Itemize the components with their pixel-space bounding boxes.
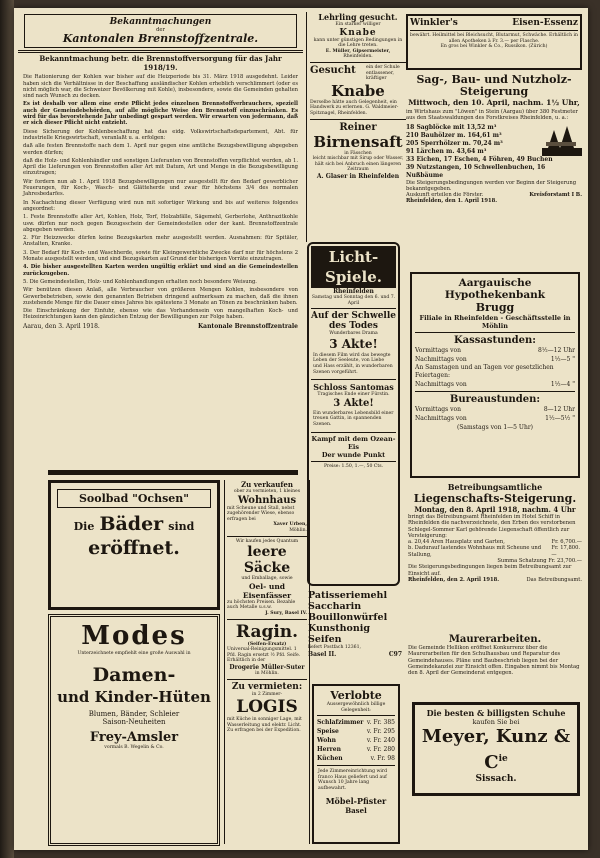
pat-line4: Kunsthonig bbox=[308, 623, 371, 634]
liegenschaft-steigerung bbox=[408, 482, 582, 632]
lieg-signer: Das Betreibungsamt. bbox=[526, 576, 582, 583]
verlobte-row-4-label: Herren bbox=[317, 746, 341, 754]
saecke-seller: J. Sury, Basel IV. bbox=[265, 610, 307, 616]
bank-title: Aargauische Hypothekenbank bbox=[444, 277, 546, 301]
forest-illustration-icon bbox=[542, 124, 582, 156]
verlobte-place: Basel bbox=[345, 805, 367, 815]
bank-branch: Filiale in Rheinfelden - Geschäftsstelle in Möhlin bbox=[419, 314, 571, 330]
pat-place: Basel II. bbox=[308, 650, 337, 658]
saecke-prefix: Wir kaufen jedes Quantum bbox=[235, 538, 299, 544]
wohnhaus-text: mit Scheune und Stall, nebst zugehörender Wiese, ebenso erfragen bei bbox=[227, 505, 295, 522]
licht-dates: Samstag und Sonntag den 6. und 7. April bbox=[311, 295, 396, 306]
steig-title: Sag-, Bau- und Nutzholz-Steigerung bbox=[416, 74, 572, 98]
birnensaft-line1: Reiner bbox=[339, 121, 377, 133]
meyer-place: Sissach. bbox=[475, 774, 517, 784]
verlobte-row-4-value: v. Fr. 280 bbox=[366, 746, 395, 754]
meyer-suffix: ie bbox=[498, 754, 508, 764]
film1-acts: 3 Akte! bbox=[329, 336, 378, 351]
hypothekenbank-ad bbox=[410, 272, 580, 478]
lehrling-title: Lehrling gesucht. bbox=[318, 12, 398, 22]
steig-office: Kreisforstamt I B. bbox=[529, 192, 582, 199]
kassa-row-2-value: 1½—5 " bbox=[550, 356, 575, 363]
kassa-row-3-label: An Samstagen und an Tagen vor gesetzlichen Feiertagen: bbox=[415, 364, 554, 379]
lieg-text: bringt das Betreibungsamt Rheinfelden im Hotel Schiff in Rheinfelden die nachverzeichnete, den Erben des verstorbenen Schlegel-Sommer Karl gehörende Liegenschaft öffentlich zur Versteigerung: bbox=[408, 514, 576, 539]
holz-steigerung bbox=[406, 74, 582, 270]
steig-text: im Wirtshaus zum "Löwen" in Stein (Aargau) über 380 Festmeter aus den Staatswaldungen des Forstkreises Rheinfelden, u. a.: bbox=[406, 109, 578, 122]
lieg-title-2: Liegenschafts-Steigerung. bbox=[413, 492, 577, 505]
list-4: 4. Die bisher ausgestellten Karten werden ungültig erklärt und sind an die Gemeindestellen zurückzugeben. bbox=[23, 264, 298, 277]
steig-place-date: Rheinfelden, den 1. April 1918. bbox=[406, 198, 498, 205]
modes-title: Modes bbox=[81, 621, 187, 651]
meyer-kunz-ad bbox=[412, 702, 580, 796]
maurer-text: Die Gemeinde Hellikon eröffnet Konkurrenz über die Maurerarbeiten für den Schulhausbau und Reparatur des Gemeindehauses. Pläne und Baubeschrieb liegen bei der Gemeindekanzlei zur Einsicht offen. Eingaben nimmt bis Montag den 8. April der Gemeinderat entgegen. bbox=[408, 645, 580, 677]
film2-acts: 3 Akte! bbox=[333, 397, 374, 409]
lieg-value-a: Fr. 6,700.— bbox=[551, 539, 582, 546]
saecke-title: leere Säcke bbox=[243, 544, 291, 577]
film4-title: Der wunde Punkt bbox=[321, 450, 386, 459]
modes-items2: Saison-Neuheiten bbox=[102, 717, 166, 726]
lichtspiele-ad: Licht- Spiele. Rheinfelden Samstag und Sonntag den 6. und 7. April Auf der Schwelle des Todes Wunderbares Drama 3 Akte! In diesem Film wird das bewegte Leben der Seeleute, von Liebe und Hass erzählt, in wunderbaren Szenen vorgeführt. Schloss Santomas Tragisches Ende einer Fürstin. 3 Akte! Ein wunderbares Lebensbild einer treuen Gattin, in spannenden Szenen. Kampf mit dem Ozean-Eis Der wunde Punkt Preise: 1.50, 1.—, 50 Cts. bbox=[307, 242, 400, 586]
list-3: 3. Der Bedarf für Koch- und Waschherde, sowie für Kleingewerbliche Zwecke darf nur für höchstens 2 Monate ausgestellt werden, und sind Bezugskarten auf Grund der bisherigen Vorräte einzutragen. bbox=[23, 249, 298, 263]
para-9: Die Einschränkung der Einfuhr, ebenso wie das Vorhandensein von mangelhaften Koch- und Heizeinrichtungen kann den gänzlichen Entzug der Bewilligungen zur Folge haben. bbox=[23, 308, 298, 321]
lehrling-text: Ein starker williger bbox=[335, 22, 381, 27]
meyer-line1: Die besten & billigsten Schuhe bbox=[426, 708, 566, 718]
separator-bar bbox=[48, 470, 298, 475]
para-8: Wir benützen diesen Anlaß, alle Verbraucher von größeren Mengen Kohlen, insbesondere von Gewerbebetrieben, sowie den genannten Betrieben dringend aufmerksam zu machen, daß die ihnen zustehende Menge für die Dauer eines Jahres bis spätestens 3 Monate an Tönen zu beschränken haben. bbox=[23, 287, 298, 306]
gesucht-title: Gesucht bbox=[310, 64, 356, 76]
modes-line1: Damen- bbox=[92, 663, 176, 686]
patisserie-ad bbox=[308, 590, 402, 680]
gesucht-text2: Derselbe hätte auch Gelegenheit, ein Handwerk zu erlernen. G. Waldmeier-Spitznagel, Rheinfelden. bbox=[310, 99, 399, 116]
winkler-depot: En gros bei Winkler & Co., Russikon. (Zürich) bbox=[440, 44, 548, 50]
film1-sub: Wunderbares Drama bbox=[329, 331, 378, 337]
film2-sub: Tragisches Ende einer Fürstin. bbox=[317, 392, 390, 398]
wohnhaus-name: Xaver Urben, bbox=[273, 522, 307, 528]
list-5: 5. Die Gemeindestellen, Holz- und Kohlenhandlungen erhalten noch besondere Weisung. bbox=[23, 278, 257, 285]
gesucht-ad bbox=[310, 65, 406, 117]
newspaper-page bbox=[14, 8, 588, 850]
film1-title: Auf der Schwelle des Todes bbox=[311, 311, 396, 332]
saecke-ad bbox=[227, 539, 307, 617]
modes-ad bbox=[48, 614, 220, 846]
lieg-value-b: Fr. 17,800.— bbox=[551, 545, 581, 558]
ragin-place: in Möhlin. bbox=[255, 670, 279, 676]
modes-owner: Frey-Amsler bbox=[89, 729, 179, 745]
verlobte-sub: Aussergewöhnlich billige Gelegenheit: bbox=[326, 702, 386, 713]
lehrling-place: Rheinfelden. bbox=[343, 54, 373, 60]
soolbad-line1: Die bbox=[73, 520, 95, 533]
saecke-text2: zu höchsten Preisen. Bezahle auch Metalle u.s.w. bbox=[227, 599, 296, 611]
para-7: In Nachachtung dieser Verfügung wird nun mit sofortiger Wirkung und bis auf weiteres folgendes angeordnet: bbox=[23, 199, 298, 212]
gesucht-text: ein der Schule entlassener, kräftiger bbox=[366, 64, 400, 82]
lieg-title-1: Betreibungsamtliche bbox=[447, 482, 543, 492]
maurer-title: Maurerarbeiten. bbox=[448, 634, 542, 645]
announcement-header bbox=[24, 14, 297, 48]
lieg-note: Die Steigerungsbedingungen liegen beim Betreibungsamt zur Einsicht auf. bbox=[408, 564, 572, 577]
winkler-name: Winkler's bbox=[410, 18, 458, 28]
pat-line3: Bouillonwürfel bbox=[308, 612, 388, 623]
birnensaft-text: leicht mischbar mit Sirup oder Wasser, hält sich bei Anbruch einen längeren Zeitraum bbox=[312, 156, 404, 173]
meyer-line2: kaufen Sie bei bbox=[472, 718, 520, 726]
ragin-seller: Drogerie Müller-Suter bbox=[229, 663, 305, 671]
steig-item-6: 39 Nutzstangen, 10 Schwellenbuchen, 16 Nußbäume bbox=[406, 163, 546, 179]
verlobte-row-5-value: v. Fr. 98 bbox=[370, 755, 395, 763]
lehrling-text2: kann unter günstigen Bedingungen in die Lehre treten. bbox=[313, 37, 403, 49]
modes-line2: und Kinder-Hüten bbox=[57, 687, 211, 706]
column-lower-middle bbox=[224, 480, 310, 844]
bureau-row-2-label: Nachmittags von bbox=[415, 415, 467, 422]
soolbad-line2: Bäder bbox=[99, 513, 164, 535]
saecke-text: und Emballage, sowie bbox=[241, 576, 293, 582]
bureau-row-3-label: (Samstags von 1—5 Uhr) bbox=[456, 424, 534, 431]
verlobte-row-2-label: Speise bbox=[317, 728, 339, 736]
winkler-text: bewährt. Heilmittel bei Bleichsucht, Blutarmut, Schwäche. Erhältlich in allen Apotheken à Fr. 3.— per Flasche. bbox=[410, 33, 578, 44]
para-4: daß alle festen Brennstoffe nach dem 1. April nur gegen eine amtliche Bezugsbewilligung abgegeben werden dürfen; bbox=[23, 143, 298, 156]
wohnhaus-sub: ober zu vermieten, 1 kleines bbox=[233, 489, 301, 494]
wohnhaus-place: Möhlin. bbox=[289, 527, 307, 533]
steig-info: Die Steigerungsbedingungen werden vor Beginn der Steigerung bekanntgegeben. bbox=[406, 179, 577, 192]
soolbad-line3: sind bbox=[168, 520, 195, 533]
verlobte-title: Verlobte bbox=[330, 689, 382, 702]
para-3: Diese Sicherung der Kohlenbeschaffung hat das eidg. Volkswirtschaftsdepartement, Abt. für industrielle Kriegswirtschaft, veranlaßt u. a. erfolgen: bbox=[23, 128, 298, 141]
ragin-text: Universal-Reinigungsmittel. 1 Pfd. Ragin ersetzt ½ Pfd. Seife. Erhältlich in der bbox=[227, 647, 301, 664]
ragin-ad bbox=[227, 622, 307, 677]
para-2: Es ist deshalb vor allem eine erste Pflicht jedes einzelnen Brennstoffverbrauchers, speziell auch der Gemeindebehörden, auf alle mögliche Weise den Brennstoff einzuschränken. Es wird für das bevorstehende Jahr unbedingt gespart werden. Wir erwarten von jedermann, daß er sich dieser Pflicht nicht entzieht. bbox=[23, 101, 298, 127]
lehrling-word: Knabe bbox=[339, 27, 377, 38]
verlobte-row-3-value: v. Fr. 240 bbox=[366, 737, 395, 745]
saecke-title2: Oel- und Eisenfässer bbox=[242, 581, 292, 600]
lieg-date: Montag, den 8. April 1918, nachm. 4 Uhr bbox=[414, 505, 576, 514]
birnensaft-line3: in Fässchen bbox=[344, 150, 372, 156]
soolbad-name: Soolbad "Ochsen" bbox=[57, 489, 211, 508]
pat-line5: Seifen bbox=[308, 634, 342, 645]
place-date: Aarau, den 3. April 1918. bbox=[23, 322, 100, 330]
lieg-item-b: b. Dadurauf lastendes Wohnhaus mit Scheune und Stallung, bbox=[408, 545, 542, 558]
lieg-place-date: Rheinfelden, den 2. April 1918. bbox=[408, 576, 500, 583]
pat-code: C97 bbox=[388, 650, 402, 658]
ragin-title: Ragin. bbox=[235, 621, 299, 642]
verlobte-row-3-label: Wohn bbox=[317, 737, 336, 745]
bureau-row-1-label: Vormittags von bbox=[415, 406, 461, 413]
gesucht-word: Knabe bbox=[331, 81, 385, 100]
logis-sub: in 2 Zimmer- bbox=[251, 691, 283, 697]
film3-title: Kampf mit dem Ozean-Eis bbox=[311, 434, 396, 451]
steig-item-1: 18 Sagblöcke mit 13,52 m³ bbox=[406, 123, 497, 131]
kassa-row-4-value: 1½—4 " bbox=[550, 381, 575, 388]
bureau-row-1-value: 8—12 Uhr bbox=[543, 406, 575, 413]
modes-intro: Unterzeichnete empfiehlt eine große Auswahl in bbox=[77, 651, 191, 656]
soolbad-ad bbox=[48, 480, 220, 610]
birnensaft-line2: Birnensaft bbox=[313, 132, 403, 151]
announcement-title: Bekanntmachung betr. die Brennstoffversorgung für das Jahr 1918/19. bbox=[39, 54, 282, 72]
verlobte-row-2-value: v. Fr. 295 bbox=[366, 728, 395, 736]
logis-title: Zu vermieten: bbox=[231, 681, 303, 692]
logis-ad bbox=[227, 682, 307, 734]
kassa-row-1-value: 8½—12 Uhr bbox=[538, 347, 575, 354]
lieg-item-a: a. 20,44 Aren Hausplatz und Garten, bbox=[408, 539, 505, 546]
list-1: 1. Feste Brennstoffe aller Art, Kohlen, Holz, Torf, Holzabfälle, Sägemehl, Gerberlohe, Anthrazitkohle usw. dürfen nur noch gegen Bezugsschein der Gemeindestellen oder der kant. Brennstoffzentrale abgegeben werden. bbox=[23, 214, 298, 233]
modes-items: Blumen, Bänder, Schleier bbox=[88, 709, 180, 718]
para-1: Die Rationierung der Kohlen war bisher auf die Heizperiode bis 31. März 1918 ausgedehnt. Leider haben sich die Verhältnisse in der Beschaffung ausländischer Kohlen erheblich verschlimmert (oder es nicht möglich war, die Schweizer Bevölkerung mit Kohle), insbesondere, sowie die Gemeinden gehalten sind nach Wunsch zu decken. bbox=[23, 74, 298, 100]
steig-item-4: 91 Lärchen m. 43,64 m³ bbox=[406, 147, 487, 155]
wohnhaus-title: Wohnhaus bbox=[237, 494, 297, 506]
wohnhaus-ad bbox=[227, 480, 307, 534]
para-6: Wir fordern nun ab 1. April 1918 Bezugsbewilligungen nur ausgestellt für den Bedarf gewerblicher Feuerungen, für Koch-, Wasch- und Glätteherde und zwar für höchstens 3/4 des normalen Jahresbedarfes. bbox=[23, 178, 298, 198]
bureau-title: Bureaustunden: bbox=[449, 394, 541, 405]
verlobte-seller: Möbel-Pfister bbox=[325, 795, 387, 806]
steig-item-3: 205 Sperrhölzer m. 70,24 m³ bbox=[406, 139, 503, 147]
verlobte-row-1-value: v. Fr. 385 bbox=[366, 719, 395, 727]
licht-place: Rheinfelden bbox=[333, 288, 374, 295]
maurer-ad bbox=[408, 634, 582, 698]
steig-item-5: 33 Eichen, 17 Eschen, 4 Föhren, 49 Buchen bbox=[406, 155, 553, 163]
header-line-2: der bbox=[156, 27, 165, 33]
list-2: 2. Für Heizzwecke dürfen keine Bezugskarten mehr ausgestellt werden. Ausnahmen: für Spitäler, Anstalten, Kranke. bbox=[23, 235, 298, 248]
steig-item-2: 210 Bauhölzer m. 164,61 m³ bbox=[406, 131, 502, 139]
soolbad-line4: eröffnet. bbox=[88, 537, 180, 559]
pat-text: liefert Postfach 12361, bbox=[308, 645, 361, 650]
brennstoff-announcement bbox=[18, 12, 303, 472]
verlobte-row-1-label: Schlafzimmer bbox=[317, 719, 364, 727]
licht-title-2: Spiele. bbox=[311, 268, 396, 288]
pat-line2: Saccharin bbox=[308, 601, 362, 612]
header-line-1: Bekanntmachungen bbox=[109, 17, 212, 27]
lieg-total: Summa Schatzung Fr. 23,700.— bbox=[497, 558, 582, 565]
column-middle-top bbox=[306, 12, 406, 242]
meyer-name: Meyer, Kunz & C bbox=[421, 726, 571, 773]
steig-date: Mittwoch, den 10. April, nachm. 1½ Uhr, bbox=[408, 98, 580, 107]
licht-prices: Preise: 1.50, 1.—, 50 Cts. bbox=[323, 463, 384, 469]
bank-city: Brugg bbox=[475, 301, 515, 314]
kassa-row-2-label: Nachmittags von bbox=[415, 356, 467, 363]
para-5: daß die Holz- und Kohlenhändler und sonstigen Lieferanten von Brennstoffen verpflichtet werden, ab 1. April die Lieferungen von Brennstoffen aller Art mit Datum, Art und Menge in die Bezugsbewilligung einzutragen; bbox=[23, 157, 298, 177]
kassa-row-1-label: Vormittags von bbox=[415, 347, 461, 354]
birnensaft-seller: A. Glaser in Rheinfelden bbox=[316, 172, 400, 180]
birnensaft-ad bbox=[310, 122, 406, 180]
steig-contact: Auskunft erteilen die Förster. bbox=[406, 192, 484, 199]
wohnhaus-prefix: Zu verkaufen bbox=[241, 480, 293, 489]
ragin-sub: (Seifen-Ersatz) bbox=[247, 641, 287, 647]
signature: Kantonale Brennstoffzentrale bbox=[197, 322, 298, 330]
meyer-name-line bbox=[418, 726, 574, 774]
winkler-product: Eisen-Essenz bbox=[512, 18, 578, 28]
lehrling-ad bbox=[310, 12, 406, 60]
kassa-row-4-label: Nachmittags von bbox=[415, 381, 467, 388]
verlobte-row-5-label: Küchen bbox=[317, 755, 343, 763]
winkler-ad bbox=[406, 14, 582, 70]
bureau-row-2-value: 1½—5½ " bbox=[545, 415, 575, 422]
book-binding bbox=[0, 0, 14, 858]
verlobte-ad: Verlobte Aussergewöhnlich billige Gelegenheit: Schlafzimmer v. Fr. 385 Speise v. Fr. 295 Wohn v. Fr. 240 Herren v. Fr. 280 Küchen v. Fr. 98 Jede Zimmereinrichtung wird franco Haus geliefert und auf Wunsch 10 Jahre lang aufbewahrt. Möbel-Pfister Basel bbox=[312, 684, 400, 844]
logis-text: mit Küche in sonniger Lage, mit Wasserleitung und elektr. Licht. Zu erfragen bei der Expedition. bbox=[227, 717, 302, 734]
logis-word: LOGIS bbox=[236, 697, 298, 718]
pat-line1: Patisseriemehl bbox=[308, 590, 388, 601]
kassa-title: Kassastunden: bbox=[453, 335, 537, 346]
lehrling-name: E. Müller, Gipsermeister, bbox=[325, 48, 391, 54]
licht-title-1: Licht- bbox=[311, 246, 396, 268]
header-line-3: Kantonalen Brennstoffzentrale. bbox=[62, 32, 259, 46]
modes-owner-note: vormals B. Wegelin & Co. bbox=[104, 744, 164, 750]
film2-title: Schloss Santomas bbox=[313, 382, 394, 393]
